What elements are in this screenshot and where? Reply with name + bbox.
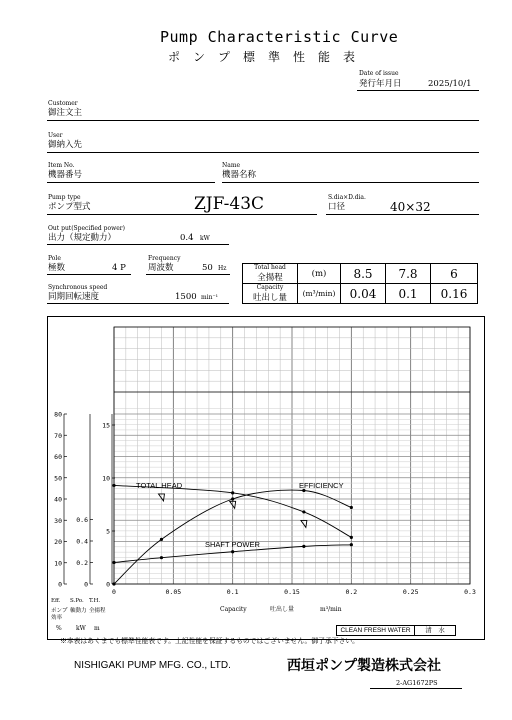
efficiency-label: EFFICIENCY (299, 481, 344, 490)
total-head-point (112, 484, 115, 487)
x-axis-label: 0.3 (464, 588, 476, 596)
date-label-en: Date of issue (359, 70, 399, 77)
cap-value-2: 0.1 (386, 284, 431, 304)
date-value: 2025/10/1 (428, 79, 472, 89)
efficiency-point (231, 497, 234, 500)
kw-unit: kW (76, 625, 86, 632)
kw-axis-label: 0.2 (76, 559, 88, 567)
shaft-power-label: SHAFT POWER (205, 540, 260, 549)
pct-unit: % (56, 625, 62, 632)
shaft-power-point (350, 543, 353, 546)
dia-value: 40×32 (390, 200, 431, 214)
chart-frame (47, 316, 485, 640)
pumptype-value: ZJF-43C (194, 194, 265, 214)
fluid-label-en: CLEAN FRESH WATER (336, 625, 415, 636)
kw-axis-label: 0.4 (76, 537, 88, 546)
spo-axis-caption: S.Po. (70, 598, 84, 604)
efficiency-point (112, 582, 115, 585)
pole-label-ja: 極数 (48, 263, 66, 273)
th-axis-caption: T.H. (89, 598, 101, 604)
eff-axis-label: 80 (54, 410, 62, 419)
shaft-power-point (112, 561, 115, 564)
output-label-en: Out put(Specified power) (48, 225, 125, 232)
cap-label-ja: 吐出し量 (252, 293, 287, 303)
customer-label-en: Customer (48, 100, 78, 107)
name-label-en: Name (222, 162, 241, 169)
x-axis-label: 0.05 (165, 588, 182, 596)
kw-axis-label: 0.6 (76, 516, 88, 524)
company-name-ja: 西垣ポンプ製造株式会社 (287, 657, 441, 673)
dia-label-ja: 口径 (328, 202, 346, 212)
performance-chart (48, 317, 486, 641)
eff-axis-label: 0 (58, 580, 62, 589)
th-axis-caption-ja: 全揚程 (89, 608, 106, 614)
x-axis-unit: m³/min (320, 606, 342, 613)
speed-label-en: Synchronous speed (48, 284, 108, 291)
name-label-ja: 機器名称 (222, 170, 257, 180)
cap-unit: (m³/min) (298, 284, 341, 304)
speed-value: 1500 (175, 292, 197, 302)
x-axis-label: 0.2 (345, 588, 358, 596)
output-label-ja: 出力（規定動力） (48, 233, 117, 243)
cap-label-en: Capacity (256, 284, 284, 291)
pole-label-en: Pole (48, 255, 61, 262)
x-axis-label: 0.15 (284, 588, 300, 596)
fluid-label-ja: 清 水 (414, 625, 456, 636)
efficiency-point (160, 538, 163, 541)
eff-axis-label: 70 (54, 431, 62, 440)
head-value-2: 7.8 (386, 264, 431, 284)
x-axis-label: 0 (112, 588, 116, 596)
dia-label-en: S.dia×D.dia. (328, 194, 366, 201)
page-title: Pump Characteristic Curve (160, 28, 399, 46)
x-axis-title-ja: 吐出し量 (270, 606, 295, 613)
total-head-label: TOTAL HEAD (136, 481, 183, 490)
head-label-ja: 全揚程 (257, 273, 283, 283)
item-label-ja: 機器番号 (48, 170, 83, 180)
customer-label-ja: 御注文主 (48, 108, 83, 118)
eff-axis-label: 60 (54, 453, 62, 461)
speed-label-ja: 同期回転速度 (48, 292, 100, 302)
company-name-en: NISHIGAKI PUMP MFG. CO., LTD. (74, 660, 231, 671)
freq-label-ja: 周波数 (148, 263, 174, 273)
efficiency-point (350, 506, 353, 509)
pumptype-label-en: Pump type (48, 194, 81, 201)
shaft-power-point (160, 556, 163, 559)
output-unit: kW (200, 235, 210, 242)
disclaimer-note: ※本表はあくまでも標準性能表です。上記性能を保証するものではございません。御了承下さい。 (60, 637, 359, 645)
date-label-ja: 発行年月日 (359, 79, 402, 89)
m-axis-label: 0 (106, 580, 110, 589)
page-title-ja: ポンプ標準性能表 (168, 50, 369, 64)
freq-label-en: Frequency (148, 255, 181, 262)
speed-unit: min⁻¹ (201, 294, 219, 301)
total-head-point (231, 491, 234, 494)
shaft-power-point (302, 545, 305, 548)
eff-axis-label: 40 (54, 495, 62, 504)
m-axis-label: 5 (106, 527, 110, 536)
m-unit: m (94, 625, 100, 632)
x-axis-label: 0.1 (226, 588, 239, 596)
head-label-en: Total head (254, 264, 286, 271)
m-axis-label: 10 (102, 474, 110, 483)
user-label-en: User (48, 132, 63, 139)
document-number: 2-AG1672PS (396, 679, 438, 687)
m-axis-label: 15 (102, 421, 110, 430)
x-axis-label: 0.25 (402, 588, 419, 596)
eff-axis-label: 30 (54, 516, 62, 525)
user-label-ja: 御納入先 (48, 140, 83, 150)
eff-axis-label: 50 (54, 474, 62, 483)
cap-value-3: 0.16 (431, 284, 478, 304)
pumptype-label-ja: ポンプ型式 (48, 202, 91, 212)
freq-unit: Hz (218, 265, 227, 272)
eff-axis-caption: Eff. (51, 598, 61, 604)
kw-axis-label: 0 (84, 580, 88, 589)
x-axis-title: Capacity (220, 606, 247, 613)
spo-axis-caption-ja: 軸動力 (70, 608, 87, 614)
total-head-point (302, 510, 305, 513)
spec-table (242, 263, 478, 304)
eff-axis-label: 10 (54, 559, 62, 568)
head-unit: (m) (298, 264, 341, 284)
item-label-en: Item No. (48, 162, 75, 169)
eff-axis-label: 20 (54, 538, 62, 546)
freq-value: 50 (202, 263, 213, 273)
head-value-3: 6 (431, 264, 478, 284)
output-value: 0.4 (180, 233, 194, 243)
head-value-1: 8.5 (341, 264, 386, 284)
shaft-power-point (231, 550, 234, 553)
pole-value: 4 P (112, 263, 126, 273)
cap-value-1: 0.04 (341, 284, 386, 304)
eff-axis-caption-ja: ポンプ効率 (51, 608, 68, 621)
total-head-point (350, 536, 353, 539)
